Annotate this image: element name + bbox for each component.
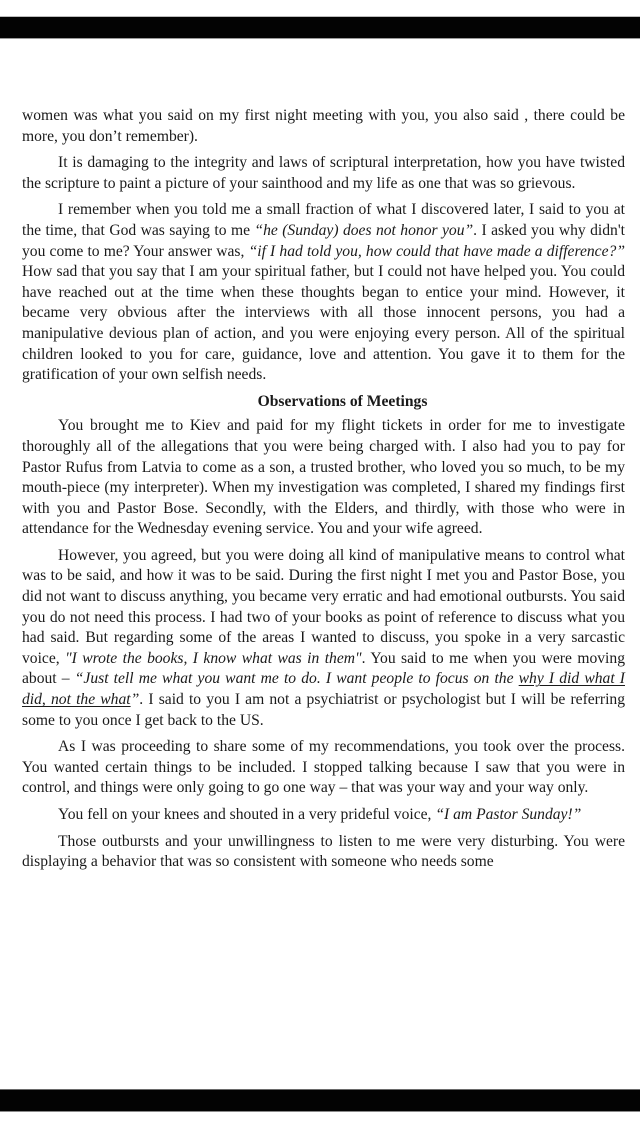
- quote-italic: “I am Pastor Sunday!”: [435, 806, 582, 823]
- quote-italic: “Just tell me what you want me to do. I want people to focus on the: [74, 670, 519, 688]
- text-run: It is damaging to the integrity and laws of scriptural interpretation, how you have twisted the scripture to paint a picture of your sainthood and my life as one that was so grievous.: [22, 154, 625, 192]
- text-run: I remember when you told me a small fraction of what I discovered later, I said to you at the time, that God was saying to me: [22, 201, 625, 239]
- text-run: . I said to you I am not a psychiatrist or psychologist but I will be referring some to you once I get back to the US.: [22, 691, 625, 729]
- text-run: . You said to me when you were moving about –: [22, 649, 625, 688]
- quote-italic: ”: [130, 691, 140, 709]
- paragraph-fell-on-knees: [22, 805, 625, 826]
- viewer-bottom-bar: [0, 1089, 640, 1112]
- quote-italic: “he (Sunday) does not honor you”: [254, 221, 474, 239]
- viewer-top-bar: [0, 16, 640, 39]
- paragraph-however-agreed: [22, 546, 625, 731]
- text-run: Those outbursts and your unwillingness to listen to me were very disturbing. You were displaying a behavior that was so consistent with someone who needs some: [22, 832, 625, 871]
- section-heading: Observations of Meetings: [257, 392, 428, 410]
- text-run: women was what you said on my first night meeting with you, you also said , there could be more, you don’t remember).: [22, 107, 625, 145]
- paragraph-small-fraction: [22, 200, 625, 385]
- quote-italic: “if I had told you, how could that have made a difference?”: [248, 242, 625, 260]
- text-run: As I was proceeding to share some of my recommendations, you took over the process. You wanted certain things to be included. I stopped talking because I saw that you were in control, and things were only going to go one way – that was your way and your way only.: [22, 738, 625, 797]
- text-run: How sad that you say that I am your spiritual father, but I could not have helped you. You could have reached out at the time when these thoughts began to entice your mind. However, it became very obvious after the interviews with all those innocent persons, you had a manipulative devious plan of action, and you were enjoying every person. All of the spiritual children looked to you for care, guidance, love and attention. You gave it to them for the gratification of your own selfish needs.: [22, 263, 625, 384]
- quote-underlined: why I did what I did, not the what: [22, 670, 625, 709]
- paragraph-continued: [22, 106, 625, 147]
- paragraph-outbursts: [22, 832, 625, 873]
- paragraph-scriptural-interpretation: [22, 153, 625, 194]
- document-page[interactable]: [22, 106, 625, 879]
- paragraph-recommendations: [22, 737, 625, 799]
- text-run: However, you agreed, but you were doing all kind of manipulative means to control what was to be said, and how it was to be said. During the first night I met you and Pastor Bose, you did not want to discuss anything, you became very erratic and had emotional outbursts. You said you do not need this process. I had two of your books as point of reference to discuss what you had said. But regarding some of the areas I wanted to discuss, you spoke in a very sarcastic voice,: [22, 546, 625, 667]
- text-run: . I asked you why didn't you come to me? Your answer was,: [22, 221, 625, 260]
- text-run: You fell on your knees and shouted in a very prideful voice,: [58, 806, 436, 823]
- quote-italic: "I wrote the books, I know what was in them": [65, 649, 362, 667]
- text-run: You brought me to Kiev and paid for my flight tickets in order for me to investigate thoroughly all of the allegations that you were being charged with. I also had you to pay for Pastor Rufus from Latvia to come as a son, a trusted brother, who loved you so much, to be my mouth-piece (my interpreter). When my investigation was completed, I shared my findings first with you and Pastor Bose. Secondly, with the Elders, and thirdly, with those who were in attendance for the Wednesday evening service. You and your wife agreed.: [22, 417, 625, 538]
- paragraph-kiev: [22, 416, 625, 540]
